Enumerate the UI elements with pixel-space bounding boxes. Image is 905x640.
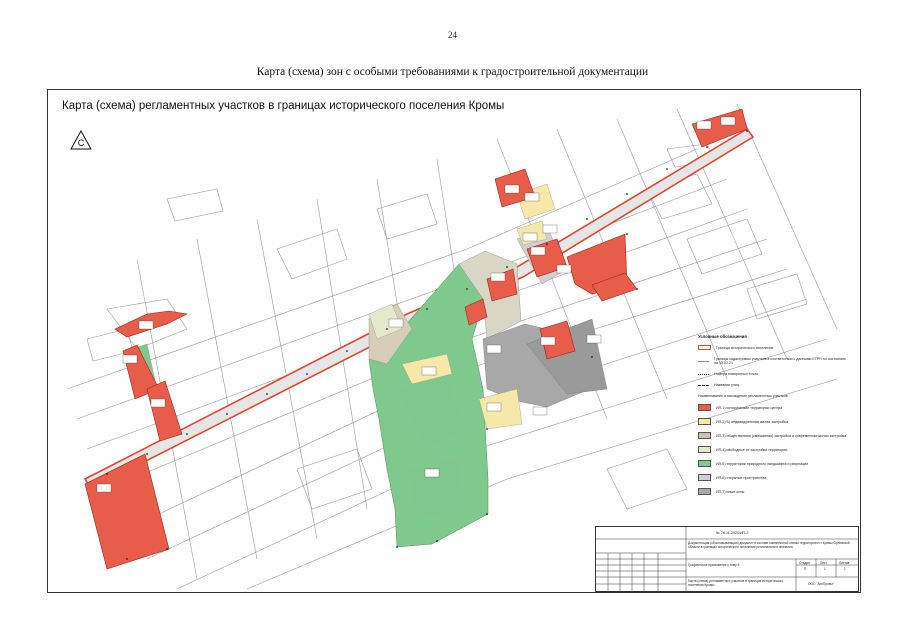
legend-zone bbox=[698, 474, 848, 481]
legend-zone-label: ИП-7) иные зоны bbox=[716, 489, 745, 494]
legend-zone-label: ИП-2) Б) индивидуальная жилая застройка bbox=[716, 419, 789, 424]
legend-item-label: Номера поворотных точек bbox=[714, 372, 758, 376]
sheets-header: Листов bbox=[839, 560, 850, 565]
legend-zone bbox=[698, 488, 848, 495]
sheets-value: 1 bbox=[844, 567, 846, 571]
legend-item bbox=[698, 383, 848, 387]
legend-zone bbox=[698, 404, 848, 411]
legend-subheading: Наименование и нахождение регламентных участков bbox=[698, 394, 788, 398]
sheet-value: 1 bbox=[824, 567, 826, 571]
legend-zone-label: ИП-5) территории природного ландшафта и рекреации bbox=[716, 461, 809, 466]
legend-zone bbox=[698, 446, 848, 453]
legend bbox=[698, 334, 848, 530]
legend-zone bbox=[698, 418, 848, 425]
legend-item bbox=[698, 372, 848, 376]
sheet-header: Лист bbox=[820, 560, 827, 565]
legend-zone bbox=[698, 432, 848, 439]
stage-value: П bbox=[804, 567, 807, 571]
legend-zone-label: ИП-4) свободные от застройки территории bbox=[716, 447, 788, 452]
legend-zone-label: ИП-6) открытые пространства bbox=[716, 475, 767, 480]
page-number: 24 bbox=[448, 30, 457, 40]
legend-zone-label: ИП-1) исторические территории центра bbox=[716, 405, 783, 410]
legend-item bbox=[698, 357, 848, 365]
legend-zone-label: ИП-3) общественная (смешанная) застройка и современная жилая застройка bbox=[716, 433, 847, 438]
organization: ООО "АрхПроект" bbox=[808, 582, 835, 586]
north-arrow-label: С bbox=[77, 138, 85, 148]
legend-item bbox=[698, 345, 848, 350]
drawing-code: № 26-11-2020/ИП-2 bbox=[716, 531, 749, 535]
document-title: Карта (схема) зон с особыми требованиями к градостроительной документации bbox=[256, 66, 649, 78]
sheet-name: Графическое приложение к тому 6 bbox=[688, 563, 740, 567]
legend-item-label: Границы кадастровых участков в соответствии с данными ЕГРН по состоянию на 15.02.21 bbox=[714, 357, 846, 365]
project-description: Документация (обосновывающая) документ в составе комплексной схемы территории пгт Кромы Орловской области в границах исторического поселения регионального значения bbox=[688, 541, 850, 550]
title-block bbox=[595, 526, 859, 592]
map-title: Карта (схема) регламентных участков в границах исторического поселения Кромы bbox=[62, 100, 505, 112]
legend-item-label: Граница исторического поселения bbox=[716, 345, 774, 350]
stage-header: Стадия bbox=[799, 560, 810, 565]
legend-item-label: Названия улиц bbox=[714, 383, 739, 387]
legend-heading: Условные обозначения bbox=[698, 334, 747, 339]
north-arrow-icon bbox=[70, 130, 92, 150]
legend-zone bbox=[698, 460, 848, 467]
drawing-name: Карта (схема) регламентных участков в границах исторического поселения Кромы bbox=[688, 579, 784, 588]
